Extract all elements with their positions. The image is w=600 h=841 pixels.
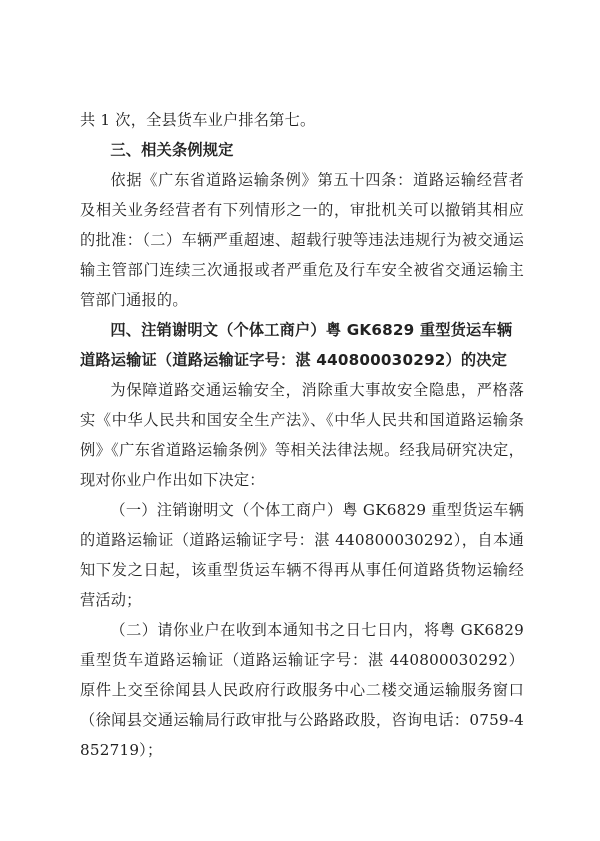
- document-body: [80, 105, 524, 765]
- section-heading-3: 三、相关条例规定: [110, 141, 234, 159]
- section-heading-4: 四、注销谢明文（个体工商户）粤 GK6829 重型货运车辆道路运输证（道路运输证字号：湛 440800030292）的决定: [80, 321, 513, 369]
- paragraph-purpose: 为保障道路交通运输安全，消除重大事故安全隐患，严格落实《中华人民共和国安全生产法》、《中华人民共和国道路运输条例》《广东省道路运输条例》等相关法律法规。经我局研究决定，现对你业户作出如下决定：: [80, 381, 524, 489]
- paragraph-decision-1: （一）注销谢明文（个体工商户）粤 GK6829 重型货运车辆的道路运输证（道路运输证字号：湛 440800030292），自本通知下发之日起，该重型货运车辆不得再从事任何道路货物运输经营活动；: [80, 501, 524, 609]
- paragraph-regulation: 依据《广东省道路运输条例》第五十四条：道路运输经营者及相关业务经营者有下列情形之一的，审批机关可以撤销其相应的批准：（二）车辆严重超速、超载行驶等违法违规行为被交通运输主管部门连续三次通报或者严重危及行车安全被省交通运输主管部门通报的。: [80, 171, 524, 309]
- paragraph-ranking: 共 1 次，全县货车业户排名第七。: [80, 111, 316, 129]
- paragraph-decision-2: （二）请你业户在收到本通知书之日七日内，将粤 GK6829 重型货车道路运输证（道路运输证字号：湛 440800030292）原件上交至徐闻县人民政府行政服务中心二楼交通运输服务窗口（徐闻县交通运输局行政审批与公路路政股，咨询电话：0759-4852719）；: [80, 621, 524, 759]
